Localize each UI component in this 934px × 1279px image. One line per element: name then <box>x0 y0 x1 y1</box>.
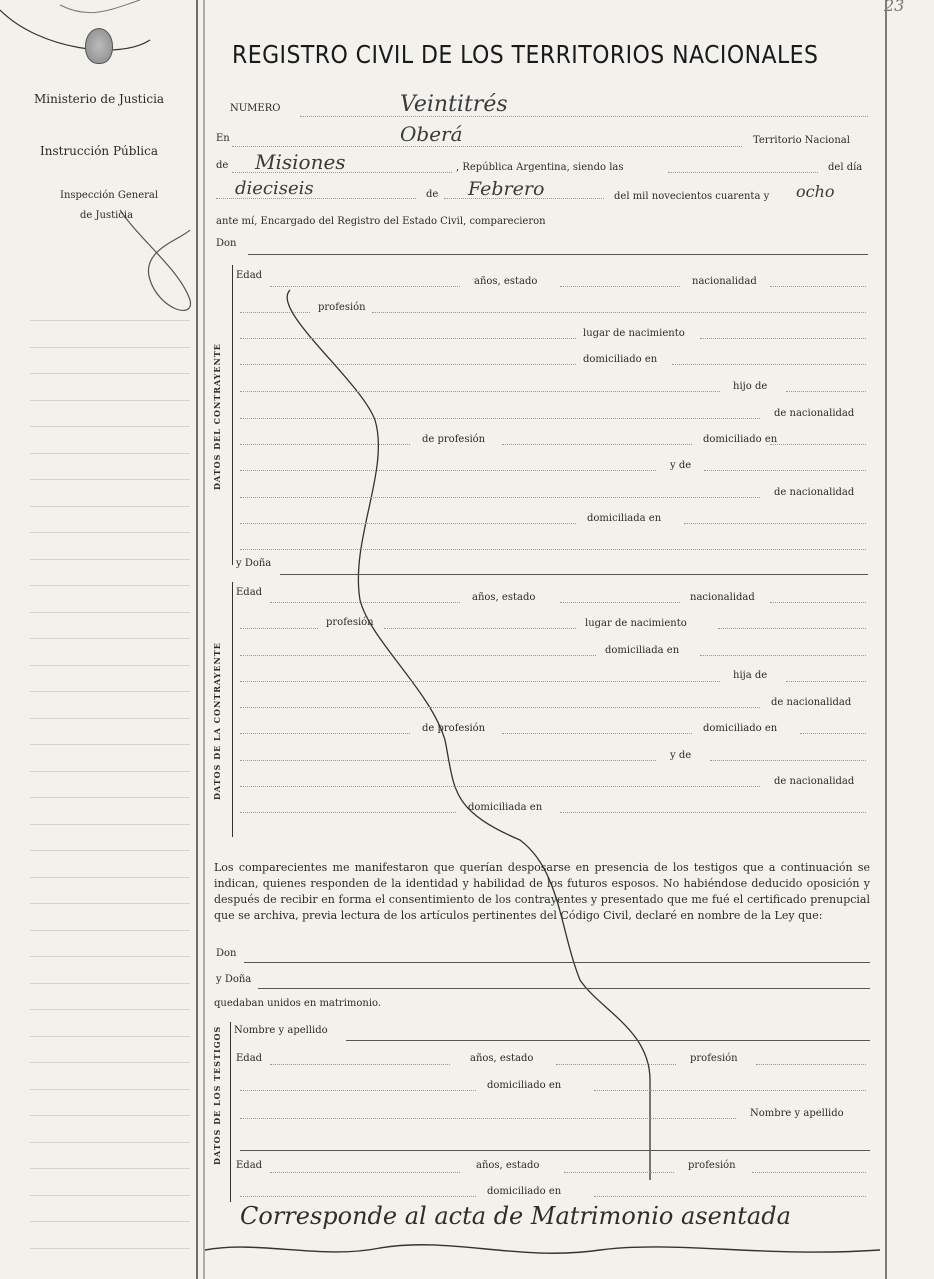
contrayenta-de-profesion: de profesión <box>422 723 486 734</box>
numero-value: Veintitrés <box>400 92 508 117</box>
contrayente-domiciliado-2: domiciliado en <box>703 434 778 445</box>
page-title: REGISTRO CIVIL DE LOS TERRITORIOS NACIONALES <box>232 40 819 69</box>
encargado-text: ante mí, Encargado del Registro del Estado Civil, comparecieron <box>216 216 546 227</box>
contrayenta-domiciliado: domiciliado en <box>703 723 778 734</box>
year-label: del mil novecientos cuarenta y <box>614 191 770 202</box>
don-label: Don <box>216 238 237 249</box>
numero-label: NUMERO <box>230 103 281 114</box>
testigos-anos-estado: años, estado <box>470 1053 534 1064</box>
contrayente-de-profesion: de profesión <box>422 434 486 445</box>
de-label: de <box>216 160 229 171</box>
sidebar-ministry: Ministerio de Justicia <box>34 92 165 106</box>
contrayente-de-nacionalidad-2: de nacionalidad <box>774 487 855 498</box>
declaration-unidos: quedaban unidos en matrimonio. <box>214 998 382 1009</box>
contrayente-nacionalidad: nacionalidad <box>692 276 757 287</box>
page-number: 23 <box>884 0 905 15</box>
territory-value: Misiones <box>255 150 346 174</box>
contrayente-y-de: y de <box>670 460 692 471</box>
year-value: ocho <box>796 182 835 201</box>
en-label: En <box>216 133 230 144</box>
coat-of-arms-icon <box>85 28 113 64</box>
republica-label: , República Argentina, siendo las <box>456 162 624 173</box>
section-contrayenta: DATOS DE LA CONTRAYENTE <box>212 642 222 800</box>
contrayenta-profesion: profesión <box>326 617 374 628</box>
contrayenta-nacionalidad: nacionalidad <box>690 592 755 603</box>
contrayenta-domiciliada-2: domiciliada en <box>468 802 543 813</box>
declaration-don: Don <box>216 948 237 959</box>
testigos-nombre-2: Nombre y apellido <box>750 1108 844 1119</box>
testigos-domiciliado-2: domiciliado en <box>487 1186 562 1197</box>
contrayente-anos-estado: años, estado <box>474 276 538 287</box>
contrayenta-domiciliada: domiciliada en <box>605 645 680 656</box>
contrayente-domiciliada: domiciliada en <box>587 513 662 524</box>
contrayenta-y-de: y de <box>670 750 692 761</box>
testigos-anos-estado-2: años, estado <box>476 1160 540 1171</box>
declaration-paragraph: Los comparecientes me manifestaron que querían desposarse en presencia de los testigos que a continuación se indican, quienes responden de la identidad y habilidad de los futuros esposos. No habiéndose deducido oposición y después de recibir en forma el consentimiento de los contrayentes y presentado que me fué el certificado prenupcial que se archiva, previa lectura de los artículos pertinentes del Código Civil, declaré en nombre de la Ley que: <box>214 861 870 922</box>
testigos-nombre: Nombre y apellido <box>234 1025 328 1036</box>
declaration-y-dona: y Doña <box>216 974 252 985</box>
de-mes-label: de <box>426 189 439 200</box>
territorio-label: Territorio Nacional <box>753 135 850 146</box>
contrayente-domiciliado: domiciliado en <box>583 354 658 365</box>
place-value: Oberá <box>400 122 463 146</box>
sidebar-instruction: Instrucción Pública <box>40 144 158 158</box>
contrayenta-edad: Edad <box>236 587 263 598</box>
sidebar-inspection-line2: de Justicia <box>80 210 134 221</box>
section-contrayente: DATOS DEL CONTRAYENTE <box>212 343 222 490</box>
contrayente-profesion: profesión <box>318 302 366 313</box>
y-dona-label: y Doña <box>236 558 272 569</box>
footer-handwritten-note: Corresponde al acta de Matrimonio asentada <box>240 1202 791 1230</box>
contrayente-edad: Edad <box>236 270 263 281</box>
testigos-profesion-2: profesión <box>688 1160 736 1171</box>
month-value: Febrero <box>468 178 545 200</box>
testigos-edad: Edad <box>236 1053 263 1064</box>
section-testigos: DATOS DE LOS TESTIGOS <box>212 1025 222 1165</box>
testigos-domiciliado: domiciliado en <box>487 1080 562 1091</box>
contrayente-de-nacionalidad: de nacionalidad <box>774 408 855 419</box>
contrayente-hijo-de: hijo de <box>733 381 768 392</box>
contrayenta-hija-de: hija de <box>733 670 768 681</box>
testigos-edad-2: Edad <box>236 1160 263 1171</box>
contrayente-lugar: lugar de nacimiento <box>583 328 685 339</box>
testigos-profesion: profesión <box>690 1053 738 1064</box>
contrayenta-de-nacionalidad-2: de nacionalidad <box>774 776 855 787</box>
sidebar-inspection-line1: Inspección General <box>60 190 159 201</box>
day-value: dieciseis <box>235 178 314 199</box>
contrayenta-de-nacionalidad: de nacionalidad <box>771 697 852 708</box>
contrayenta-anos-estado: años, estado <box>472 592 536 603</box>
dia-label: del día <box>828 162 863 173</box>
contrayenta-lugar: lugar de nacimiento <box>585 618 687 629</box>
